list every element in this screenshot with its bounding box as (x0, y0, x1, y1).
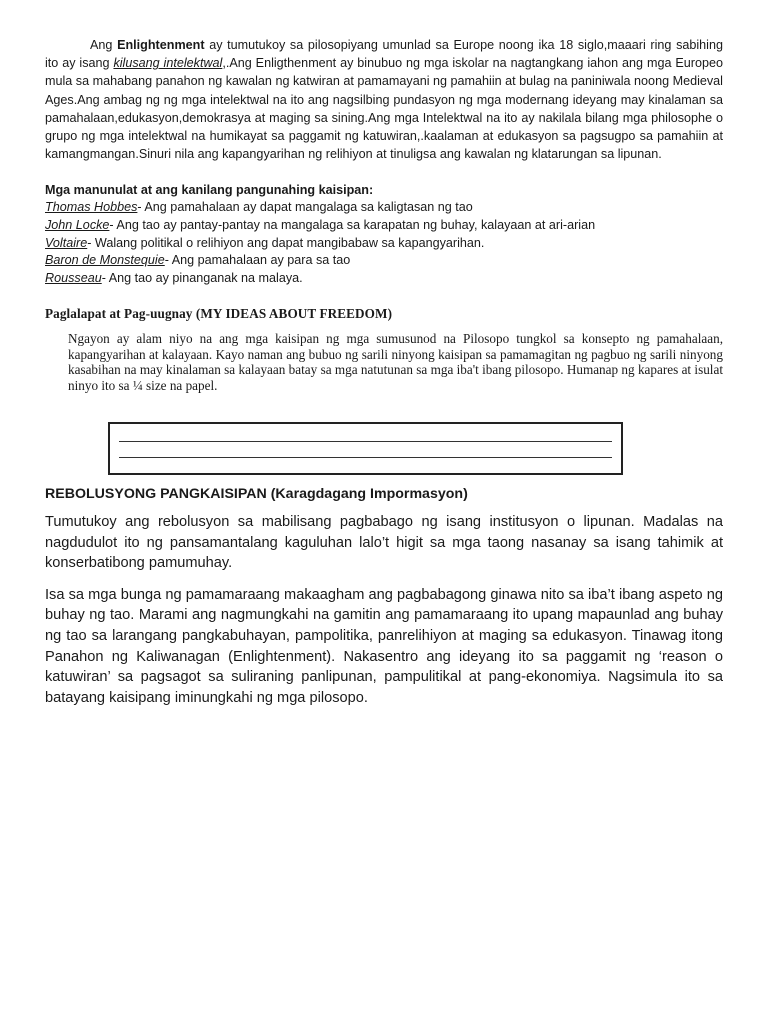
revolution-paragraph-2: Isa sa mga bunga ng pamamaraang makaagham ang pagbabagong ginawa nito sa iba’t ibang aspeto ng buhay ng tao. Marami ang nagmungkahi na gamitin ang pamamaraang ito upang mapaunlad ang buhay ng tao sa larangang pangkabuhayan, pampolitika, panrelihiyon at maging sa edukasyon. Tinawag itong Panahon ng Kaliwanagan (Enlightenment). Nakasentro ang ideyang ito sa paggamit ng ‘reason o katuwiran’ sa pagsagot sa suliraning panlipunan, pampulitikal at pang-ekonomiya. Nagsimula ito sa batayang kaisipang iminungkahi ng mga pilosopo. (45, 586, 723, 706)
writer-name: Rousseau (45, 270, 102, 285)
revolution-title-sub: (Karagdagang Impormasyon) (266, 486, 468, 502)
writer-item (45, 252, 723, 270)
intro-paragraph (45, 36, 723, 163)
writers-list (45, 199, 723, 287)
document-page (45, 36, 723, 393)
answer-line (119, 457, 612, 458)
writer-idea: - Ang pamahalaan ay para sa tao (164, 253, 351, 268)
writer-idea: - Walang politikal o relihiyon ang dapat mangibabaw sa kapangyarihan. (87, 235, 485, 250)
intro-text-start: Ang (90, 38, 118, 52)
writer-name: Baron de Monstequie (45, 253, 165, 268)
revolution-paragraph-1: Tumutukoy ang rebolusyon sa mabilisang pagbabago ng isang institusyon o lipunan. Madalas na nagdudulot ito ng pansamantalang kaguluhan lalo’t higit sa mga taong nasanay sa isang tahimik at konserbatibong pamumuhay. (45, 514, 723, 572)
intro-text-end: ,.Ang Enligthenment ay binubuo ng mga iskolar na nagtangkang iahon ang mga Europeo mula sa mahabang panahon ng kawalan ng katwiran at pamamayani ng pamahiin at bulag na paniniwala noong Medieval Ages.Ang ambag ng ng mga intelektwal na ito ang nagsilbing pundasyon ng mga modernang ideyang may kinalaman sa pamahalaan,edukasyon,demokrasya at maging sa sining.Ang mga Intelektwal na ito ay nakilala bilang mga philosophe o grupo ng mga intelektwal na humikayat sa paggamit ng katuwiran,.kaalaman at edukasyon sa pagsugpo sa pamahiin at kamangmangan.Sinuri nila ang kapangyarihan ng relihiyon at tinuligsa ang kawalan ng klatarungan sa lipunan. (45, 56, 723, 162)
revolution-section (45, 484, 723, 708)
intro-text-middle: ay tumutukoy sa pilosopiyang umunlad sa Europe noong ika 18 siglo,maaari ring sabihing ito ay isang (45, 38, 723, 71)
writer-item (45, 217, 723, 235)
writer-item (45, 235, 723, 253)
writers-heading: Mga manunulat at ang kanilang pangunahing kaisipan: (45, 183, 374, 198)
writer-name: John Locke (45, 218, 110, 233)
answer-line (119, 441, 612, 442)
writer-idea: - Ang tao ay pinanganak na malaya. (101, 270, 303, 285)
writer-idea: - Ang tao ay pantay-pantay na mangalaga sa karapatan ng buhay, kalayaan at ari-arian (109, 218, 596, 233)
activity-title: Paglalapat at Pag-uugnay (MY IDEAS ABOUT FREEDOM) (45, 306, 393, 322)
activity-instructions: Ngayon ay alam niyo na ang mga kaisipan ng mga sumusunod na Pilosopo tungkol sa konsepto ng pamahalaan, kapangyarihan at kalayaan. Kayo naman ang bubuo ng sarili ninyong kaisipan sa pamamagitan ng pagbuo ng sarili ninyong kasabihan na may kinalaman sa kalayaan batay sa mga natutunan sa mga iba't ibang pilosopo. Humanap ng kapares at isulat ninyo ito sa ¼ size na papel. (68, 331, 723, 393)
writer-item (45, 270, 723, 288)
writer-idea: - Ang pamahalaan ay dapat mangalaga sa kaligtasan ng tao (137, 200, 473, 215)
kilusang-intelektwal-term: kilusang intelektwal (113, 56, 223, 71)
writer-name: Thomas Hobbes (45, 200, 138, 215)
revolution-title-main: REBOLUSYONG PANGKAISIPAN (45, 486, 267, 502)
answer-box[interactable] (108, 422, 623, 475)
enlightenment-term: Enlightenment (117, 38, 205, 52)
revolution-title (45, 484, 723, 504)
writer-name: Voltaire (45, 235, 88, 250)
writer-item (45, 199, 723, 217)
